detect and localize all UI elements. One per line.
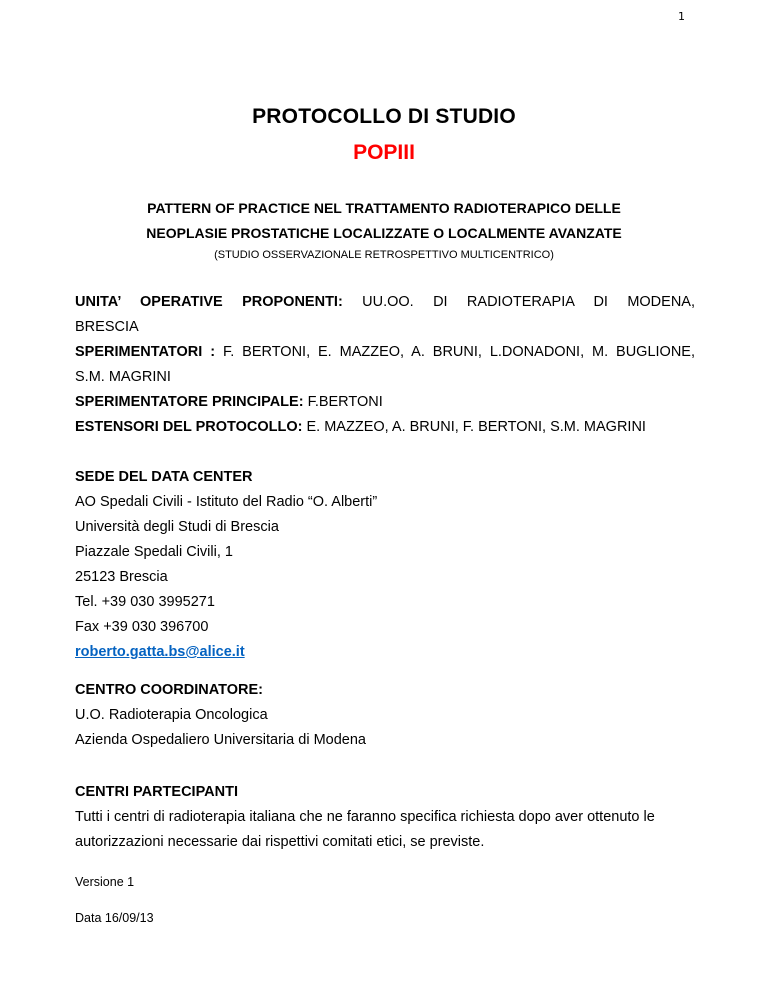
- estensori-protocollo: [75, 415, 695, 440]
- coordinatore-heading: CENTRO COORDINATORE:: [75, 682, 263, 698]
- centro-coordinatore-section: [75, 678, 695, 753]
- centri-partecipanti-section: [75, 780, 695, 855]
- sperimentatori-line-2: S.M. MAGRINI: [75, 369, 171, 385]
- study-title-line-1: PATTERN OF PRACTICE NEL TRATTAMENTO RADIOTERAPICO DELLE: [147, 200, 621, 216]
- document-date: Data 16/09/13: [75, 911, 154, 925]
- partecipanti-line-2: autorizzazioni necessarie dai rispettivi comitati etici, se previste.: [75, 834, 485, 850]
- study-title-line-2: NEOPLASIE PROSTATICHE LOCALIZZATE O LOCALMENTE AVANZATE: [146, 225, 622, 241]
- sperimentatori-value: F. BERTONI, E. MAZZEO, A. BRUNI, L.DONADONI, M. BUGLIONE,: [222, 344, 695, 360]
- data-center-line: AO Spedali Civili - Istituto del Radio “O. Alberti”: [75, 494, 378, 510]
- data-center-line: Piazzale Spedali Civili, 1: [75, 544, 233, 560]
- page-number: 1: [678, 10, 685, 23]
- data-center-line: Fax +39 030 396700: [75, 619, 209, 635]
- sperimentatori-line-1: [75, 340, 695, 365]
- unita-operative-label: UNITA’ OPERATIVE PROPONENTI:: [75, 294, 343, 310]
- principale-label: SPERIMENTATORE PRINCIPALE:: [75, 394, 304, 410]
- estensori-value: E. MAZZEO, A. BRUNI, F. BERTONI, S.M. MAGRINI: [306, 419, 646, 435]
- sperimentatori-section: [75, 340, 695, 390]
- data-center-heading: SEDE DEL DATA CENTER: [75, 469, 253, 485]
- unita-operative-value: UU.OO. DI RADIOTERAPIA DI MODENA,: [362, 294, 695, 310]
- data-center-email-link[interactable]: roberto.gatta.bs@alice.it: [75, 644, 245, 660]
- data-center-section: [75, 465, 695, 665]
- data-center-line: Tel. +39 030 3995271: [75, 594, 215, 610]
- study-acronym: POPIII: [353, 141, 415, 164]
- document-version: Versione 1: [75, 875, 135, 889]
- unita-operative-line-2: BRESCIA: [75, 319, 139, 335]
- coordinatore-line: U.O. Radioterapia Oncologica: [75, 707, 268, 723]
- study-type: (STUDIO OSSERVAZIONALE RETROSPETTIVO MULTICENTRICO): [214, 249, 554, 261]
- data-center-line: 25123 Brescia: [75, 569, 168, 585]
- partecipanti-heading: CENTRI PARTECIPANTI: [75, 784, 238, 800]
- estensori-label: ESTENSORI DEL PROTOCOLLO:: [75, 419, 303, 435]
- sperimentatori-label: SPERIMENTATORI :: [75, 344, 216, 360]
- principale-value: F.BERTONI: [307, 394, 383, 410]
- unita-operative-section: [75, 290, 695, 340]
- coordinatore-line: Azienda Ospedaliero Universitaria di Modena: [75, 732, 366, 748]
- unita-operative-line-1: [75, 290, 695, 315]
- partecipanti-line-1: Tutti i centri di radioterapia italiana che ne faranno specifica richiesta dopo aver ottenuto le: [75, 809, 655, 825]
- sperimentatore-principale: [75, 390, 695, 415]
- data-center-line: Università degli Studi di Brescia: [75, 519, 279, 535]
- document-title: PROTOCOLLO DI STUDIO: [252, 105, 516, 128]
